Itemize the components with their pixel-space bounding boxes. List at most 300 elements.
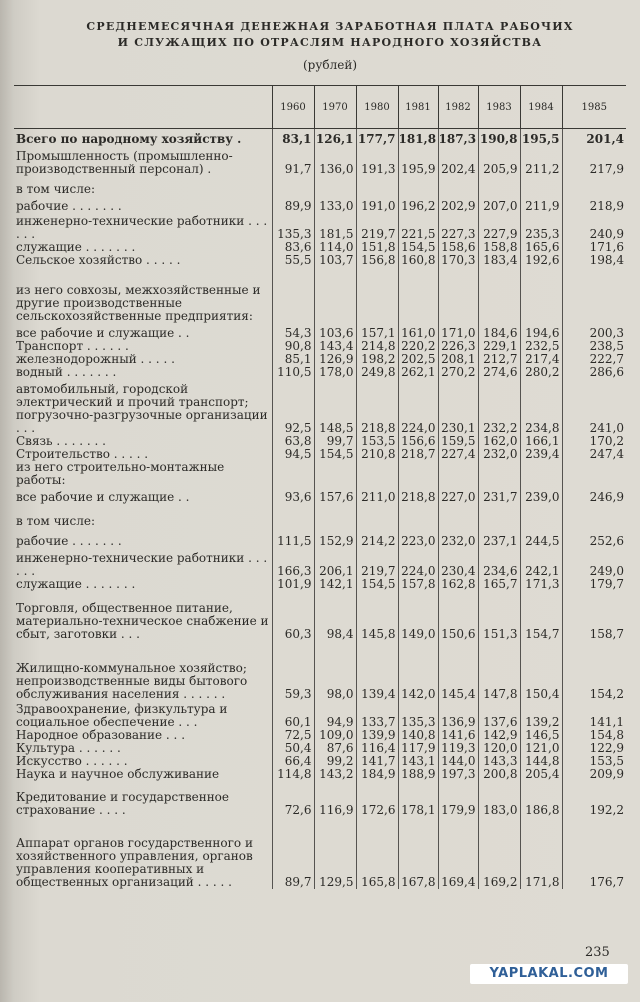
value-cell: 214,2: [356, 528, 398, 548]
value-cell: 166,3: [272, 548, 314, 578]
value-cell: 94,9: [314, 701, 356, 729]
row-label: служащие . . . . . . .: [16, 239, 136, 254]
row-label: Сельское хозяйство . . . . .: [16, 252, 181, 267]
value-cell: 218,9: [562, 196, 626, 213]
value-cell: 66,4: [272, 755, 314, 768]
year-header: 1970: [314, 86, 356, 129]
value-cell: [356, 176, 398, 196]
value-cell: [562, 267, 626, 323]
value-cell: 154,5: [398, 241, 438, 254]
row-label: Аппарат органов государственного и хозяйственного управления, органов управления кооперативных и общественных организаций . . . . .: [16, 835, 253, 889]
value-cell: 198,4: [562, 254, 626, 267]
value-cell: 142,1: [314, 578, 356, 591]
table-row: [14, 487, 626, 504]
value-cell: 85,1: [272, 353, 314, 366]
value-cell: 139,2: [520, 701, 562, 729]
value-cell: [520, 176, 562, 196]
value-cell: [398, 504, 438, 528]
value-cell: 122,9: [562, 742, 626, 755]
table-row: [14, 353, 626, 366]
table-row: [14, 241, 626, 254]
value-cell: 158,7: [562, 591, 626, 641]
year-header: 1985: [562, 86, 626, 129]
value-cell: 205,4: [520, 768, 562, 781]
value-cell: 159,5: [438, 435, 478, 448]
year-header: 1984: [520, 86, 562, 129]
value-cell: 117,9: [398, 742, 438, 755]
value-cell: 136,9: [438, 701, 478, 729]
row-label: Жилищно-коммунальное хозяйство; непроизводственные виды бытового обслуживания населения . . . . . .: [16, 660, 248, 701]
row-label: все рабочие и служащие . .: [16, 325, 190, 340]
value-cell: 145,4: [438, 641, 478, 701]
value-cell: 177,7: [356, 129, 398, 146]
value-cell: 147,8: [478, 641, 520, 701]
unit-label: (рублей): [302, 58, 358, 72]
value-cell: 239,0: [520, 487, 562, 504]
value-cell: [356, 267, 398, 323]
value-cell: [438, 267, 478, 323]
value-cell: 229,1: [478, 340, 520, 353]
value-cell: 218,7: [398, 448, 438, 461]
value-cell: 89,9: [272, 196, 314, 213]
value-cell: 110,5: [272, 366, 314, 379]
value-cell: 165,6: [520, 241, 562, 254]
value-cell: [438, 461, 478, 487]
value-cell: 230,4: [438, 548, 478, 578]
value-cell: 240,9: [562, 213, 626, 241]
table-row: [14, 755, 626, 768]
value-cell: 92,5: [272, 379, 314, 435]
value-cell: 195,9: [398, 146, 438, 176]
row-label: Кредитование и государственное страхование . . . .: [16, 789, 230, 817]
value-cell: 184,9: [356, 768, 398, 781]
value-cell: 239,4: [520, 448, 562, 461]
table-row: [14, 781, 626, 817]
value-cell: 232,0: [438, 528, 478, 548]
value-cell: 232,5: [520, 340, 562, 353]
value-cell: 219,7: [356, 548, 398, 578]
table-row: [14, 323, 626, 340]
value-cell: [356, 504, 398, 528]
value-cell: 60,1: [272, 701, 314, 729]
value-cell: 202,5: [398, 353, 438, 366]
row-label: инженерно-технические работники . . . . . .: [16, 213, 268, 241]
value-cell: 60,3: [272, 591, 314, 641]
value-cell: 157,6: [314, 487, 356, 504]
value-cell: 210,8: [356, 448, 398, 461]
table-row: [14, 742, 626, 755]
value-cell: 170,2: [562, 435, 626, 448]
value-cell: 218,8: [356, 379, 398, 435]
row-label: инженерно-технические работники . . . . . .: [16, 550, 268, 578]
value-cell: 212,7: [478, 353, 520, 366]
value-cell: 169,4: [438, 817, 478, 889]
value-cell: 172,6: [356, 781, 398, 817]
value-cell: [478, 461, 520, 487]
value-cell: 146,5: [520, 729, 562, 742]
table-row: [14, 146, 626, 176]
value-cell: 224,0: [398, 379, 438, 435]
value-cell: 202,4: [438, 146, 478, 176]
value-cell: 166,1: [520, 435, 562, 448]
value-cell: 211,9: [520, 196, 562, 213]
value-cell: 93,6: [272, 487, 314, 504]
value-cell: 162,0: [478, 435, 520, 448]
value-cell: [562, 504, 626, 528]
value-cell: 111,5: [272, 528, 314, 548]
table-row: [14, 435, 626, 448]
table-row: [14, 129, 626, 146]
table-row: [14, 213, 626, 241]
value-cell: 101,9: [272, 578, 314, 591]
value-cell: 192,6: [520, 254, 562, 267]
value-cell: 191,0: [356, 196, 398, 213]
value-cell: 116,4: [356, 742, 398, 755]
value-cell: [478, 176, 520, 196]
value-cell: 141,6: [438, 729, 478, 742]
value-cell: [272, 267, 314, 323]
value-cell: 249,0: [562, 548, 626, 578]
value-cell: 150,4: [520, 641, 562, 701]
value-cell: 241,0: [562, 379, 626, 435]
year-header: 1960: [272, 86, 314, 129]
value-cell: 190,8: [478, 129, 520, 146]
value-cell: [438, 176, 478, 196]
value-cell: 99,2: [314, 755, 356, 768]
value-cell: 72,6: [272, 781, 314, 817]
value-cell: 179,9: [438, 781, 478, 817]
value-cell: 151,3: [478, 591, 520, 641]
row-label: Промышленность (промышленно-производственный персонал) .: [16, 148, 233, 176]
value-cell: 246,9: [562, 487, 626, 504]
value-cell: 188,9: [398, 768, 438, 781]
table-row: [14, 504, 626, 528]
value-cell: 143,1: [398, 755, 438, 768]
header-row: [14, 86, 626, 129]
value-cell: 220,2: [398, 340, 438, 353]
value-cell: 55,5: [272, 254, 314, 267]
value-cell: 154,5: [314, 448, 356, 461]
value-cell: 270,2: [438, 366, 478, 379]
value-cell: 222,7: [562, 353, 626, 366]
value-cell: 183,4: [478, 254, 520, 267]
value-cell: 94,5: [272, 448, 314, 461]
value-cell: 153,5: [562, 755, 626, 768]
value-cell: [562, 176, 626, 196]
value-cell: 200,3: [562, 323, 626, 340]
table-row: [14, 448, 626, 461]
value-cell: 171,0: [438, 323, 478, 340]
value-cell: 238,5: [562, 340, 626, 353]
value-cell: 274,6: [478, 366, 520, 379]
table-title-line-2: И СЛУЖАЩИХ ПО ОТРАСЛЯМ НАРОДНОГО ХОЗЯЙСТВА: [117, 36, 543, 49]
value-cell: 89,7: [272, 817, 314, 889]
value-cell: 143,3: [478, 755, 520, 768]
value-cell: 179,7: [562, 578, 626, 591]
row-label: в том числе:: [16, 513, 96, 528]
value-cell: 140,8: [398, 729, 438, 742]
value-cell: 156,8: [356, 254, 398, 267]
value-cell: 141,1: [562, 701, 626, 729]
value-cell: 156,6: [398, 435, 438, 448]
page-number: 235: [585, 945, 610, 960]
value-cell: 165,7: [478, 578, 520, 591]
value-cell: 196,2: [398, 196, 438, 213]
value-cell: 137,6: [478, 701, 520, 729]
row-label: Строительство . . . . .: [16, 446, 149, 461]
value-cell: 142,9: [478, 729, 520, 742]
value-cell: 218,8: [398, 487, 438, 504]
row-label: Культура . . . . . .: [16, 740, 121, 755]
row-label: водный . . . . . . .: [16, 364, 117, 379]
watermark: YAPLAKAL.COM: [470, 964, 628, 984]
value-cell: 103,6: [314, 323, 356, 340]
value-cell: 227,4: [438, 448, 478, 461]
value-cell: 197,3: [438, 768, 478, 781]
value-cell: 178,0: [314, 366, 356, 379]
value-cell: 120,0: [478, 742, 520, 755]
value-cell: 208,1: [438, 353, 478, 366]
value-cell: [314, 461, 356, 487]
table-row: [14, 701, 626, 729]
value-cell: 205,9: [478, 146, 520, 176]
value-cell: 59,3: [272, 641, 314, 701]
value-cell: 184,6: [478, 323, 520, 340]
value-cell: 242,1: [520, 548, 562, 578]
value-cell: [562, 461, 626, 487]
table-row: [14, 578, 626, 591]
value-cell: 249,8: [356, 366, 398, 379]
value-cell: 211,0: [356, 487, 398, 504]
value-cell: 227,3: [438, 213, 478, 241]
value-cell: 126,1: [314, 129, 356, 146]
value-cell: 139,4: [356, 641, 398, 701]
value-cell: 72,5: [272, 729, 314, 742]
value-cell: 181,8: [398, 129, 438, 146]
value-cell: 165,8: [356, 817, 398, 889]
value-cell: [398, 267, 438, 323]
value-cell: [520, 504, 562, 528]
value-cell: 136,0: [314, 146, 356, 176]
value-cell: 162,8: [438, 578, 478, 591]
value-cell: 211,2: [520, 146, 562, 176]
value-cell: 103,7: [314, 254, 356, 267]
value-cell: 231,7: [478, 487, 520, 504]
value-cell: 194,6: [520, 323, 562, 340]
value-cell: [520, 267, 562, 323]
row-label: рабочие . . . . . . .: [16, 198, 122, 213]
value-cell: 262,1: [398, 366, 438, 379]
value-cell: 98,4: [314, 591, 356, 641]
value-cell: 234,6: [478, 548, 520, 578]
value-cell: [478, 504, 520, 528]
value-cell: 191,3: [356, 146, 398, 176]
value-cell: 98,0: [314, 641, 356, 701]
row-label: Торговля, общественное питание, материально-техническое снабжение и сбыт, заготовки . . .: [16, 600, 269, 641]
value-cell: 170,3: [438, 254, 478, 267]
value-cell: 169,2: [478, 817, 520, 889]
value-cell: 201,4: [562, 129, 626, 146]
table-body: [14, 129, 626, 889]
value-cell: 232,0: [478, 448, 520, 461]
row-label: Транспорт . . . . . .: [16, 338, 129, 353]
value-cell: 133,0: [314, 196, 356, 213]
row-label: Наука и научное обслуживание: [16, 766, 220, 781]
value-cell: 157,1: [356, 323, 398, 340]
value-cell: 280,2: [520, 366, 562, 379]
value-cell: [314, 504, 356, 528]
table-row: [14, 729, 626, 742]
value-cell: 151,8: [356, 241, 398, 254]
value-cell: 90,8: [272, 340, 314, 353]
value-cell: 99,7: [314, 435, 356, 448]
value-cell: 158,6: [438, 241, 478, 254]
value-cell: 54,3: [272, 323, 314, 340]
value-cell: 150,6: [438, 591, 478, 641]
table-title-line-1: СРЕДНЕМЕСЯЧНАЯ ДЕНЕЖНАЯ ЗАРАБОТНАЯ ПЛАТА РАБОЧИХ: [86, 20, 574, 33]
value-cell: 187,3: [438, 129, 478, 146]
value-cell: [520, 461, 562, 487]
value-cell: 83,6: [272, 241, 314, 254]
value-cell: 244,5: [520, 528, 562, 548]
value-cell: 224,0: [398, 548, 438, 578]
value-cell: 154,8: [562, 729, 626, 742]
table-row: [14, 366, 626, 379]
table-row: [14, 379, 626, 435]
value-cell: 235,3: [520, 213, 562, 241]
value-cell: 154,5: [356, 578, 398, 591]
value-cell: 149,0: [398, 591, 438, 641]
value-cell: 160,8: [398, 254, 438, 267]
value-cell: 83,1: [272, 129, 314, 146]
value-cell: 286,6: [562, 366, 626, 379]
table-row: [14, 196, 626, 213]
value-cell: 202,9: [438, 196, 478, 213]
value-cell: [398, 176, 438, 196]
row-label: Народное образование . . .: [16, 727, 186, 742]
value-cell: 230,1: [438, 379, 478, 435]
value-cell: 227,0: [438, 487, 478, 504]
value-cell: 143,4: [314, 340, 356, 353]
value-cell: 219,7: [356, 213, 398, 241]
row-label: все рабочие и служащие . .: [16, 489, 190, 504]
value-cell: 214,8: [356, 340, 398, 353]
value-cell: 171,8: [520, 817, 562, 889]
year-header: 1980: [356, 86, 398, 129]
value-cell: 198,2: [356, 353, 398, 366]
value-cell: 158,8: [478, 241, 520, 254]
value-cell: 143,2: [314, 768, 356, 781]
value-cell: 181,5: [314, 213, 356, 241]
value-cell: 91,7: [272, 146, 314, 176]
value-cell: 154,7: [520, 591, 562, 641]
value-cell: 109,0: [314, 729, 356, 742]
value-cell: 63,8: [272, 435, 314, 448]
value-cell: 234,8: [520, 379, 562, 435]
value-cell: 135,3: [272, 213, 314, 241]
value-cell: [314, 176, 356, 196]
value-cell: 135,3: [398, 701, 438, 729]
value-cell: 178,1: [398, 781, 438, 817]
table-row: [14, 768, 626, 781]
value-cell: 217,9: [562, 146, 626, 176]
value-cell: 148,5: [314, 379, 356, 435]
value-cell: 139,9: [356, 729, 398, 742]
wage-table: [14, 85, 626, 889]
value-cell: 87,6: [314, 742, 356, 755]
value-cell: [272, 504, 314, 528]
value-cell: [478, 267, 520, 323]
table-row: [14, 641, 626, 701]
value-cell: 126,9: [314, 353, 356, 366]
table-row: [14, 461, 626, 487]
row-label: в том числе:: [16, 181, 96, 196]
value-cell: [314, 267, 356, 323]
row-label: из него совхозы, межхозяйственные и другие производственные сельскохозяйственные предприятия:: [16, 282, 261, 323]
value-cell: 141,7: [356, 755, 398, 768]
table-row: [14, 817, 626, 889]
value-cell: 142,0: [398, 641, 438, 701]
value-cell: 50,4: [272, 742, 314, 755]
value-cell: 121,0: [520, 742, 562, 755]
row-label: Искусство . . . . . .: [16, 753, 128, 768]
row-label: Всего по народному хозяйству .: [16, 131, 242, 146]
value-cell: 145,8: [356, 591, 398, 641]
row-label: рабочие . . . . . . .: [16, 533, 122, 548]
value-cell: 171,3: [520, 578, 562, 591]
value-cell: 195,5: [520, 129, 562, 146]
year-header: 1981: [398, 86, 438, 129]
value-cell: 206,1: [314, 548, 356, 578]
value-cell: [272, 461, 314, 487]
row-label: Связь . . . . . . .: [16, 433, 106, 448]
value-cell: 209,9: [562, 768, 626, 781]
row-label: Здравоохранение, физкультура и социальное обеспечение . . .: [16, 701, 228, 729]
value-cell: 114,8: [272, 768, 314, 781]
value-cell: 176,7: [562, 817, 626, 889]
row-label: из него строительно-монтажные работы:: [16, 459, 225, 487]
value-cell: 192,2: [562, 781, 626, 817]
value-cell: 116,9: [314, 781, 356, 817]
value-cell: 221,5: [398, 213, 438, 241]
value-cell: 217,4: [520, 353, 562, 366]
value-cell: 114,0: [314, 241, 356, 254]
table-row: [14, 591, 626, 641]
value-cell: 144,8: [520, 755, 562, 768]
value-cell: [272, 176, 314, 196]
table-row: [14, 548, 626, 578]
value-cell: 153,5: [356, 435, 398, 448]
value-cell: 227,9: [478, 213, 520, 241]
value-cell: [356, 461, 398, 487]
value-cell: 157,8: [398, 578, 438, 591]
value-cell: 252,6: [562, 528, 626, 548]
value-cell: 232,2: [478, 379, 520, 435]
table-row: [14, 340, 626, 353]
row-label: железнодорожный . . . . .: [16, 351, 175, 366]
value-cell: 237,1: [478, 528, 520, 548]
value-cell: 223,0: [398, 528, 438, 548]
value-cell: 119,3: [438, 742, 478, 755]
value-cell: 200,8: [478, 768, 520, 781]
value-cell: 161,0: [398, 323, 438, 340]
value-cell: 167,8: [398, 817, 438, 889]
year-header: 1982: [438, 86, 478, 129]
value-cell: 152,9: [314, 528, 356, 548]
table-row: [14, 254, 626, 267]
value-cell: 226,3: [438, 340, 478, 353]
value-cell: 144,0: [438, 755, 478, 768]
